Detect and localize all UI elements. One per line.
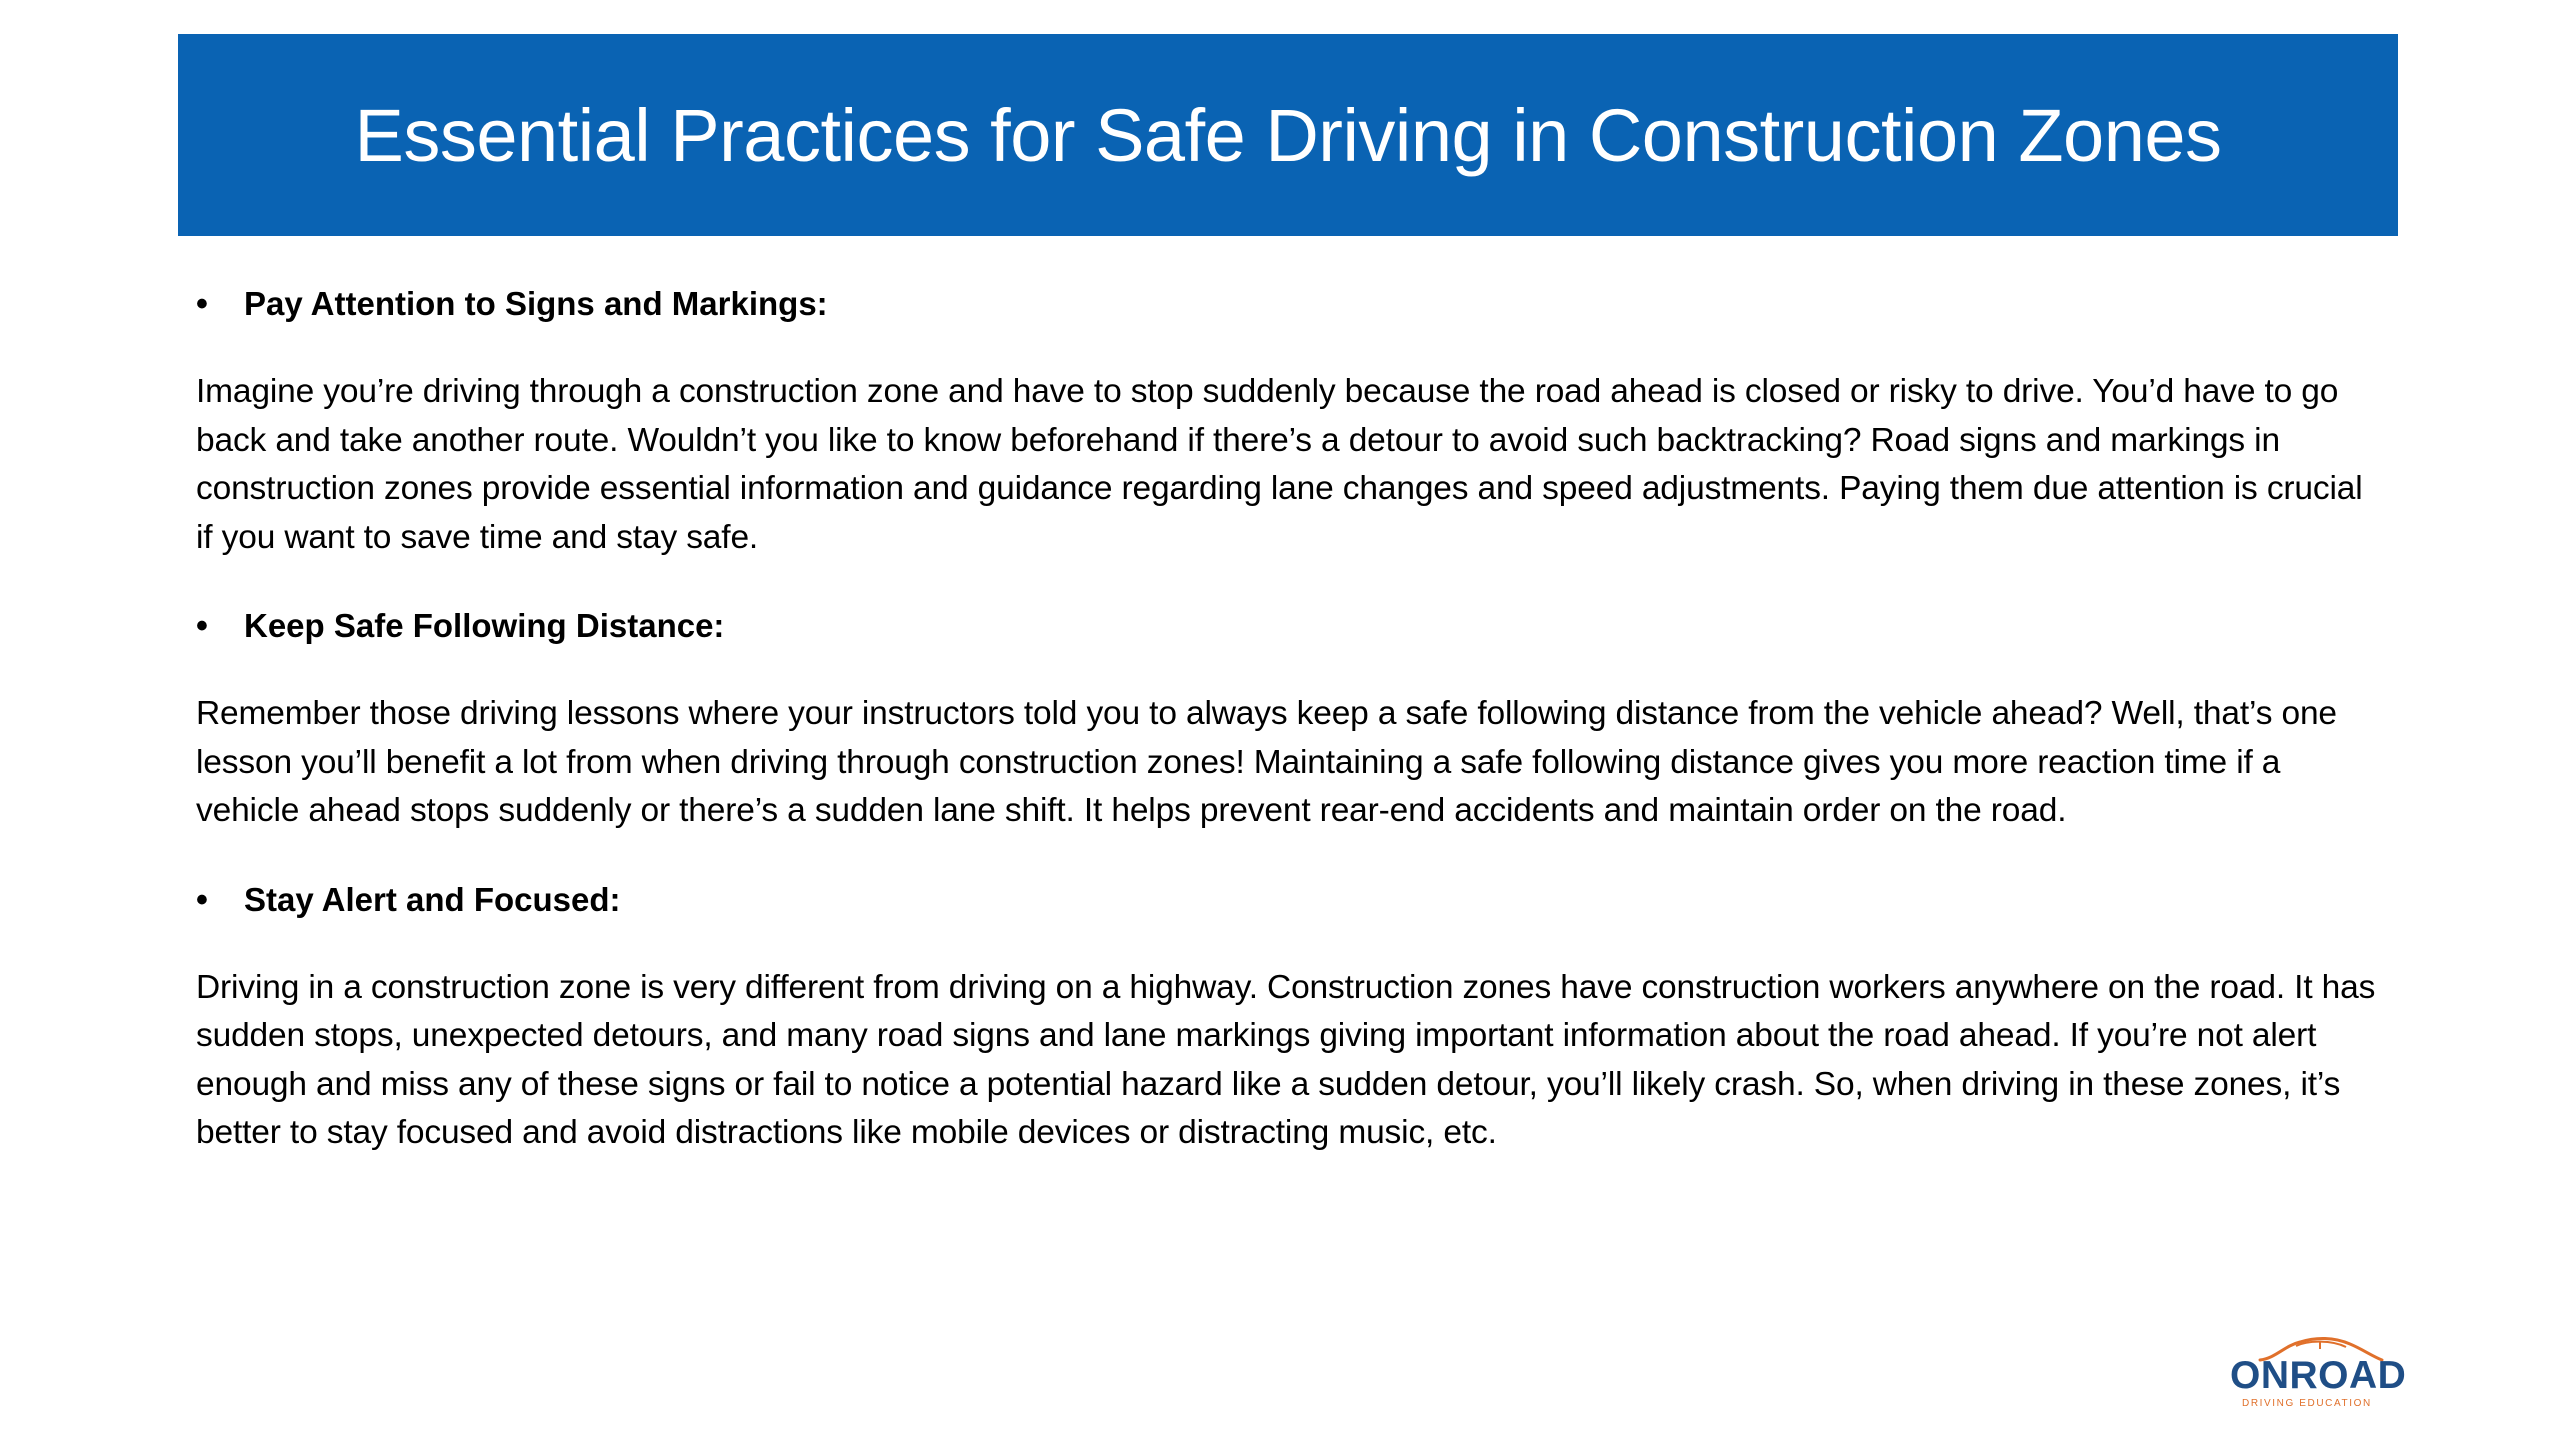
page-title: Essential Practices for Safe Driving in Construction Zones (354, 93, 2222, 177)
logo-wordmark: ONROAD (2230, 1354, 2407, 1397)
bullet-icon: • (196, 880, 208, 919)
logo-tagline: DRIVING EDUCATION (2242, 1398, 2372, 1409)
section-heading-label: Keep Safe Following Distance: (244, 607, 725, 644)
section-heading (196, 272, 2386, 336)
section-paragraph: Imagine you’re driving through a construction zone and have to stop suddenly because the road ahead is closed or risky to drive. You’d have to go back and take another route. Wouldn’t you like to know beforehand if there’s a detour to avoid such backtracking? Road signs and markings in construction zones provide essential information and guidance regarding lane changes and speed adjustments. Paying them due attention is crucial if you want to save time and stay safe. (196, 373, 2363, 556)
section-paragraph: Remember those driving lessons where your instructors told you to always keep a safe following distance from the vehicle ahead? Well, that’s one lesson you’ll benefit a lot from when driving through construction zones! Maintaining a safe following distance gives you more reaction time if a vehicle ahead stops suddenly or there’s a sudden lane shift. It helps prevent rear-end accidents and maintain order on the road. (196, 695, 2337, 829)
section-heading (196, 868, 2386, 932)
section-heading-label: Pay Attention to Signs and Markings: (244, 285, 828, 322)
bullet-icon: • (196, 607, 208, 645)
section-paragraph: Driving in a construction zone is very different from driving on a highway. Construction zones have construction workers anywhere on the road. It has sudden stops, unexpected detours, and many road signs and lane markings giving important information about the road ahead. If you’re not alert enough and miss any of these signs or fail to notice a potential hazard like a sudden detour, you’ll likely crash. So, when driving in these zones, it’s better to stay focused and avoid distractions like mobile devices or distracting music, etc. (196, 968, 2376, 1151)
section-heading-label: Stay Alert and Focused: (244, 880, 621, 918)
title-banner (178, 34, 2398, 236)
bullet-icon: • (196, 285, 208, 323)
onroad-logo (2222, 1332, 2412, 1412)
section-heading (196, 594, 2386, 658)
content-area (196, 272, 2386, 1158)
